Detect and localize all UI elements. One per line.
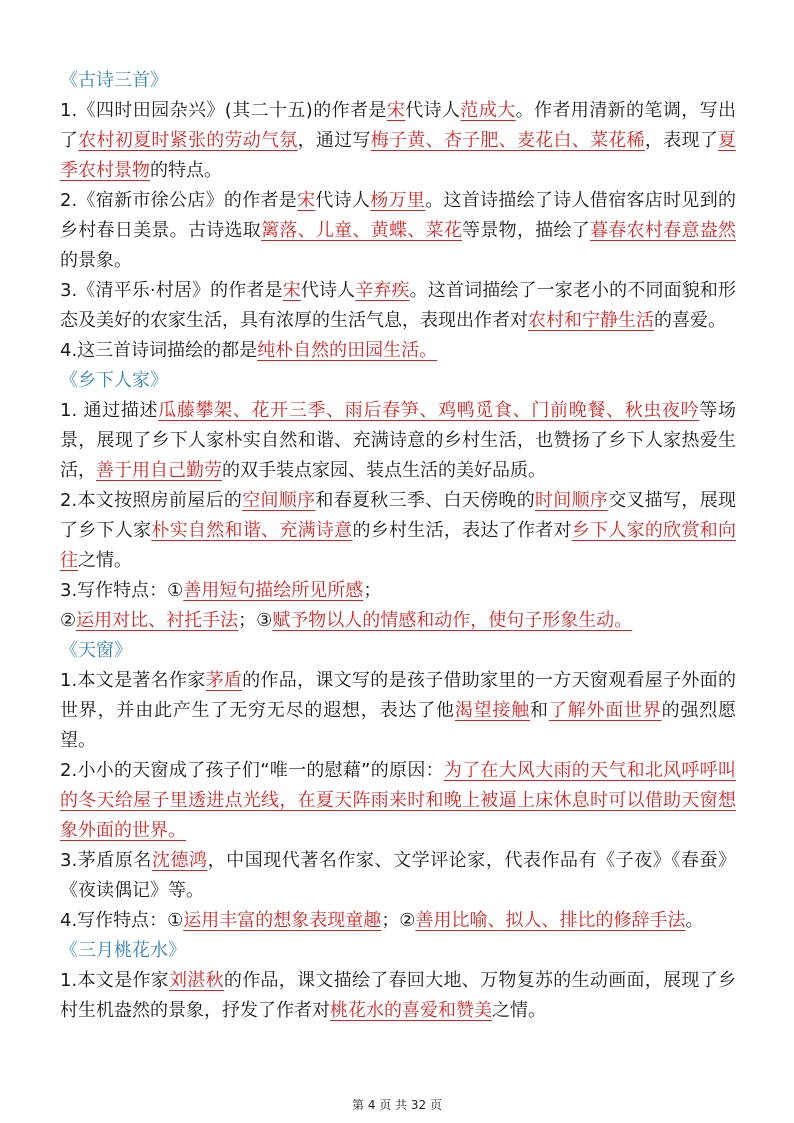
answer-highlight: 暮春农村春意盎然 [590, 220, 737, 241]
text-segment: 1.本文是作家 [60, 970, 169, 991]
text-segment: 2.《宿新市徐公店》的作者是 [60, 190, 298, 211]
text-segment: 。这首诗描绘了诗人借宿客店时见到的乡村春日美景。古诗选取 [60, 190, 737, 241]
text-segment: ；② [381, 910, 416, 931]
answer-highlight: 瓜藤攀架、花开三季、雨后春笋、鸡鸭觅食、门前晚餐、秋虫夜吟 [158, 400, 700, 421]
answer-highlight: 农村和宁静生活 [528, 310, 654, 331]
text-segment: 交叉描写，展现了乡下人家 [60, 490, 737, 541]
answer-highlight: 善用短句描绘所见所感 [183, 580, 364, 601]
answer-highlight: 宋 [386, 100, 406, 121]
section-title: 《乡下人家》 [60, 370, 168, 391]
answer-highlight: 纯朴自然的田园生活。 [257, 340, 438, 361]
paragraph [60, 576, 736, 606]
answer-highlight: 运用丰富的想象表现童趣 [183, 910, 382, 931]
text-segment: 3.写作特点：① [60, 580, 184, 601]
paragraph [60, 666, 736, 756]
answer-highlight: 渴望接触 [454, 700, 531, 721]
answer-highlight: 了解外面世界 [548, 700, 662, 721]
text-segment: 的作品，课文写的是孩子借助家里的一方天窗观看屋子外面的世界，并由此产生了无穷无尽的遐想，表达了他 [60, 670, 736, 721]
section-title: 《天窗》 [60, 640, 132, 661]
answer-highlight: 朴实自然和谐、充满诗意 [151, 520, 353, 541]
text-segment: 2.本文按照房前屋后的 [60, 490, 243, 511]
paragraph [60, 186, 736, 276]
paragraph [60, 96, 736, 186]
text-segment: 3.《清平乐·村居》的作者是 [60, 280, 283, 301]
text-segment: 。 [685, 910, 704, 931]
text-segment: 的双手装点家园、装点生活的美好品质。 [222, 460, 546, 481]
answer-highlight: 辛弃疾 [355, 280, 410, 301]
text-segment: 的作品，课文描绘了春回大地、万物复苏的生动画面，展现了乡村生机盎然的景象，抒发了作者对 [60, 970, 736, 1021]
page-footer: 第 4 页 共 32 页 [352, 1098, 442, 1112]
answer-highlight: 范成大 [460, 100, 516, 121]
text-segment: 。这首词描绘了一家老小的不同面貌和形态及美好的农家生活，具有浓厚的生活气息，表现出作者对 [60, 280, 737, 331]
paragraph [60, 276, 736, 336]
answer-highlight: 乡下人家的欣赏和向往 [60, 520, 737, 571]
text-segment: ，中国现代著名作家、文学评论家，代表作品有《子夜》《春蚕》《夜读偶记》等。 [60, 850, 737, 901]
text-segment: 。作者用清新的笔调，写出了 [60, 100, 737, 151]
answer-highlight: 茅盾 [205, 670, 243, 691]
text-segment: 和 [530, 700, 549, 721]
answer-highlight: 夏季农村景物 [60, 130, 737, 181]
answer-highlight: 刘湛秋 [168, 970, 224, 991]
answer-highlight: 篱落、儿童、黄蝶、菜花 [261, 220, 463, 241]
section-title: 《古诗三首》 [60, 70, 168, 91]
text-segment: 的强烈愿望。 [60, 700, 737, 751]
answer-highlight: 为了在大风大雨的天气和北风呼呼叫的冬天给屋子里透进点光线，在夏天阵雨来时和晚上被逼上床休息时可以借助天窗想象外面的世界。 [60, 760, 736, 841]
text-segment: 3.茅盾原名 [60, 850, 152, 871]
text-segment: 2.小小的天窗成了孩子们“唯一的慰藉”的原因： [60, 760, 444, 781]
answer-highlight: 宋 [282, 280, 301, 301]
paragraph [60, 486, 736, 576]
answer-highlight: 梅子黄、杏子肥、麦花白、菜花稀 [370, 130, 645, 151]
text-segment: 4.这三首诗词描绘的都是 [60, 340, 258, 361]
section-title: 《三月桃花水》 [60, 940, 186, 961]
text-segment: 的特点。 [150, 160, 222, 181]
text-segment: 的景象。 [60, 250, 132, 271]
document-content [60, 66, 736, 1026]
answer-highlight: 杨万里 [370, 190, 426, 211]
text-segment: 代诗人 [300, 280, 356, 301]
answer-highlight: 宋 [297, 190, 316, 211]
answer-highlight: 桃花水的喜爱和赞美 [330, 1000, 492, 1021]
answer-highlight: 时间顺序 [535, 490, 609, 511]
answer-highlight: 运用对比、衬托手法 [76, 610, 239, 631]
paragraph [60, 396, 736, 486]
text-segment: 的乡村生活，表达了作者对 [352, 520, 572, 541]
answer-highlight: 沈德鸿 [151, 850, 208, 871]
text-segment: 等场景，展现了乡下人家朴实自然和谐、充满诗意的乡村生活，也赞扬了乡下人家热爱生活， [60, 400, 737, 481]
paragraph [60, 336, 736, 366]
text-segment: 之情。 [492, 1000, 546, 1021]
text-segment: 4.写作特点：① [60, 910, 184, 931]
text-segment: ； [363, 580, 382, 601]
paragraph [60, 846, 736, 906]
text-segment: 1.本文是著名作家 [60, 670, 206, 691]
text-segment: ② [60, 610, 77, 631]
text-segment: ，表现了 [644, 130, 719, 151]
text-segment: 等景物，描绘了 [462, 220, 591, 241]
text-segment: 和春夏秋三季、白天傍晚的 [315, 490, 535, 511]
text-segment: 代诗人 [315, 190, 371, 211]
text-segment: 1.《四时田园杂兴》(其二十五)的作者是 [60, 100, 387, 121]
answer-highlight: 善于用自己勤劳 [96, 460, 222, 481]
text-segment: 的喜爱。 [654, 310, 726, 331]
paragraph [60, 756, 736, 846]
answer-highlight: 赋予物以人的情感和动作，使句子形象生动。 [272, 610, 633, 631]
text-segment: 1. 通过描述 [60, 400, 159, 421]
text-segment: 之情。 [78, 550, 132, 571]
text-segment: ；③ [238, 610, 273, 631]
paragraph [60, 906, 736, 936]
paragraph [60, 606, 736, 636]
text-segment: 代诗人 [405, 100, 461, 121]
answer-highlight: 农村初夏时紧张的劳动气氛 [78, 130, 298, 151]
paragraph [60, 966, 736, 1026]
answer-highlight: 空间顺序 [242, 490, 316, 511]
answer-highlight: 善用比喻、拟人、排比的修辞手法 [415, 910, 686, 931]
text-segment: ，通过写 [297, 130, 371, 151]
